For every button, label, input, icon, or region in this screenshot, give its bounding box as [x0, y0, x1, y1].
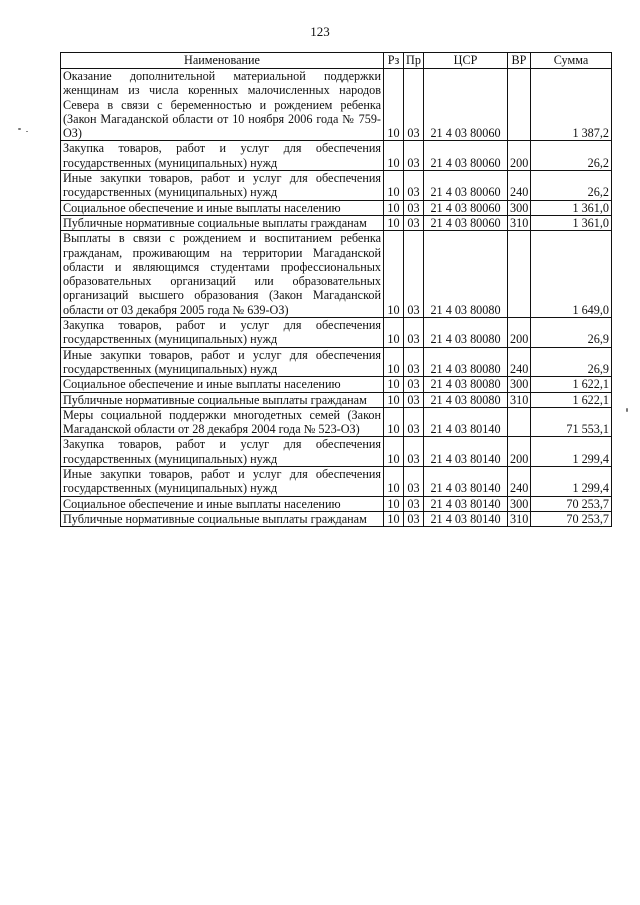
cell-rz: 10: [384, 496, 404, 511]
cell-name: Закупка товаров, работ и услуг для обеспечения государственных (муниципальных) нужд: [61, 141, 384, 171]
cell-rz: 10: [384, 437, 404, 467]
table-row: [61, 69, 612, 141]
cell-sum: 1 299,4: [531, 467, 612, 497]
table-row: [61, 437, 612, 467]
scan-speck: [26, 131, 28, 132]
header-csr: ЦСР: [424, 53, 508, 69]
header-vr: ВР: [508, 53, 531, 69]
cell-vr: [508, 231, 531, 318]
cell-name: Социальное обеспечение и иные выплаты населению: [61, 377, 384, 392]
budget-table: [60, 52, 612, 527]
table-body: [61, 69, 612, 527]
cell-name: Иные закупки товаров, работ и услуг для обеспечения государственных (муниципальных) нужд: [61, 347, 384, 377]
cell-rz: 10: [384, 171, 404, 201]
cell-vr: 310: [508, 511, 531, 526]
cell-csr: 21 4 03 80140: [424, 511, 508, 526]
cell-vr: 310: [508, 392, 531, 407]
table-row: [61, 377, 612, 392]
cell-pr: 03: [404, 407, 424, 437]
cell-csr: 21 4 03 80080: [424, 318, 508, 348]
table-row: [61, 200, 612, 215]
cell-pr: 03: [404, 392, 424, 407]
cell-name: Иные закупки товаров, работ и услуг для обеспечения государственных (муниципальных) нужд: [61, 171, 384, 201]
cell-rz: 10: [384, 231, 404, 318]
cell-vr: 300: [508, 200, 531, 215]
cell-sum: 26,2: [531, 171, 612, 201]
scan-speck: [626, 408, 628, 412]
table-row: [61, 231, 612, 318]
cell-rz: 10: [384, 215, 404, 230]
cell-pr: 03: [404, 377, 424, 392]
cell-vr: 300: [508, 377, 531, 392]
table-row: [61, 467, 612, 497]
cell-vr: 240: [508, 467, 531, 497]
cell-name: Закупка товаров, работ и услуг для обеспечения государственных (муниципальных) нужд: [61, 318, 384, 348]
cell-pr: 03: [404, 437, 424, 467]
cell-name: Иные закупки товаров, работ и услуг для обеспечения государственных (муниципальных) нужд: [61, 467, 384, 497]
cell-sum: 26,2: [531, 141, 612, 171]
cell-name: Выплаты в связи с рождением и воспитанием ребенка гражданам, проживающим на территории Магаданской области и являющимся студентами профессиональных образовательных организаций или образовательных организаций высшего образования (Закон Магаданской области от 03 декабря 2005 года № 639-ОЗ): [61, 231, 384, 318]
cell-rz: 10: [384, 318, 404, 348]
cell-vr: 300: [508, 496, 531, 511]
table-row: [61, 407, 612, 437]
cell-csr: 21 4 03 80140: [424, 467, 508, 497]
header-sum: Сумма: [531, 53, 612, 69]
cell-rz: 10: [384, 347, 404, 377]
cell-pr: 03: [404, 215, 424, 230]
cell-pr: 03: [404, 69, 424, 141]
cell-rz: 10: [384, 69, 404, 141]
cell-sum: 1 387,2: [531, 69, 612, 141]
cell-csr: 21 4 03 80080: [424, 231, 508, 318]
cell-csr: 21 4 03 80140: [424, 407, 508, 437]
header-pr: Пр: [404, 53, 424, 69]
table-row: [61, 347, 612, 377]
header-name: Наименование: [61, 53, 384, 69]
cell-pr: 03: [404, 200, 424, 215]
cell-csr: 21 4 03 80060: [424, 215, 508, 230]
table-row: [61, 496, 612, 511]
cell-vr: 200: [508, 437, 531, 467]
cell-rz: 10: [384, 392, 404, 407]
cell-name: Публичные нормативные социальные выплаты гражданам: [61, 215, 384, 230]
cell-csr: 21 4 03 80060: [424, 69, 508, 141]
cell-sum: 1 361,0: [531, 215, 612, 230]
cell-sum: 1 649,0: [531, 231, 612, 318]
cell-sum: 70 253,7: [531, 496, 612, 511]
cell-rz: 10: [384, 377, 404, 392]
cell-vr: 310: [508, 215, 531, 230]
cell-csr: 21 4 03 80080: [424, 392, 508, 407]
cell-csr: 21 4 03 80140: [424, 437, 508, 467]
table-row: [61, 392, 612, 407]
page-number: 123: [310, 24, 330, 39]
cell-pr: 03: [404, 318, 424, 348]
cell-sum: 70 253,7: [531, 511, 612, 526]
cell-vr: [508, 69, 531, 141]
table-row: [61, 318, 612, 348]
cell-pr: 03: [404, 171, 424, 201]
table-header-row: [61, 53, 612, 69]
cell-pr: 03: [404, 511, 424, 526]
cell-vr: 200: [508, 141, 531, 171]
scan-speck: [18, 128, 21, 130]
cell-name: Публичные нормативные социальные выплаты гражданам: [61, 511, 384, 526]
cell-name: Публичные нормативные социальные выплаты гражданам: [61, 392, 384, 407]
cell-vr: 240: [508, 347, 531, 377]
table-row: [61, 511, 612, 526]
table-row: [61, 141, 612, 171]
header-rz: Рз: [384, 53, 404, 69]
cell-rz: 10: [384, 407, 404, 437]
cell-name: Закупка товаров, работ и услуг для обеспечения государственных (муниципальных) нужд: [61, 437, 384, 467]
cell-pr: 03: [404, 347, 424, 377]
cell-csr: 21 4 03 80080: [424, 377, 508, 392]
cell-pr: 03: [404, 467, 424, 497]
cell-csr: 21 4 03 80080: [424, 347, 508, 377]
cell-sum: 1 622,1: [531, 392, 612, 407]
cell-sum: 71 553,1: [531, 407, 612, 437]
cell-pr: 03: [404, 231, 424, 318]
cell-vr: 240: [508, 171, 531, 201]
cell-name: Меры социальной поддержки многодетных семей (Закон Магаданской области от 28 декабря 2004 года № 523-ОЗ): [61, 407, 384, 437]
cell-name: Социальное обеспечение и иные выплаты населению: [61, 496, 384, 511]
cell-vr: 200: [508, 318, 531, 348]
cell-sum: 26,9: [531, 318, 612, 348]
cell-pr: 03: [404, 496, 424, 511]
cell-rz: 10: [384, 467, 404, 497]
cell-sum: 1 622,1: [531, 377, 612, 392]
cell-csr: 21 4 03 80060: [424, 141, 508, 171]
cell-csr: 21 4 03 80060: [424, 200, 508, 215]
cell-vr: [508, 407, 531, 437]
cell-pr: 03: [404, 141, 424, 171]
cell-name: Социальное обеспечение и иные выплаты населению: [61, 200, 384, 215]
cell-rz: 10: [384, 511, 404, 526]
cell-csr: 21 4 03 80060: [424, 171, 508, 201]
table-row: [61, 215, 612, 230]
cell-sum: 1 361,0: [531, 200, 612, 215]
table-row: [61, 171, 612, 201]
cell-rz: 10: [384, 141, 404, 171]
cell-sum: 26,9: [531, 347, 612, 377]
cell-rz: 10: [384, 200, 404, 215]
cell-csr: 21 4 03 80140: [424, 496, 508, 511]
cell-sum: 1 299,4: [531, 437, 612, 467]
cell-name: Оказание дополнительной материальной поддержки женщинам из числа коренных малочисленных народов Севера в связи с беременностью и рождением ребенка (Закон Магаданской области от 10 ноября 2006 года № 759-ОЗ): [61, 69, 384, 141]
